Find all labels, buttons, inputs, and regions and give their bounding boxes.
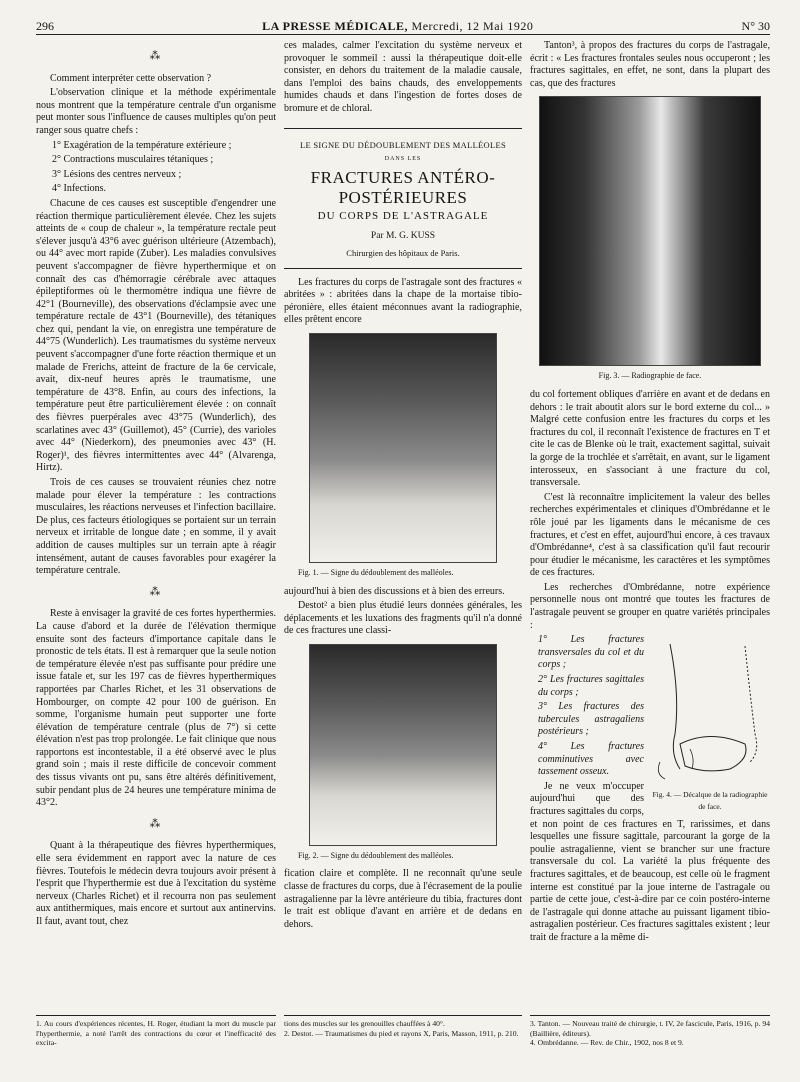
article-title-block	[284, 128, 522, 269]
list-item-text: 1° Les fractures transversales du col et du corps ;	[538, 634, 644, 671]
list-item-text: 4° Les fractures comminutives avec tassement osseux.	[538, 741, 644, 778]
paragraph: Trois de ces causes se trouvaient réunies chez notre malade pour élever la température : les contractions musculaires, les réactions nerveuses et l'infection bacillaire. De plus, ces facteurs étiologiques se portaient sur un terrain nerveux et irritable de longue date ; en somme, il y avait addition de causes multiples sur un terrain apte à réagir intensément, autant de causes favorables pour exagérer la température centrale.	[36, 477, 276, 577]
figure-4-tracing-drawing	[650, 634, 770, 784]
list-item-text: 2° Les fractures sagittales du corps ;	[538, 674, 644, 698]
journal-title	[262, 19, 533, 34]
list-item: 3° Lésions des centres nerveux ;	[52, 168, 182, 180]
issue-date: Mercredi, 12 Mai 1920	[411, 19, 534, 33]
paragraph: Comment interpréter cette observation ?	[50, 72, 212, 84]
paragraph: Les fractures du corps de l'astragale sont des fractures « abritées » : abritées dans la chape de la mortaise tibio-péronière, elles étaient méconnues avant la radiographie, elles prêtent encore	[284, 276, 522, 326]
paragraph: fication claire et complète. Il ne reconnaît qu'une seule classe de fractures du corps, due à l'écrasement de la poulie astragalienne par la lèvre antérieure du tibia, fractures dont le trait est oblique d'avant en arrière et de dedans en dehors.	[284, 868, 522, 930]
figure-1-foot-photo	[309, 333, 497, 563]
figure-4-caption: Fig. 4. — Décalque de la radiographie de face.	[652, 789, 768, 812]
footnote-col3	[530, 1015, 770, 1048]
figure-3-radiograph	[539, 96, 761, 366]
footnote-4: 4. Ombrédanne. — Rev. de Chir., 1902, nos 8 et 9.	[530, 1038, 684, 1047]
paragraph: Tanton³, à propos des fractures du corps de l'astragale, écrit : « Les fractures frontales seules nous occuperont ; les fractures sagittales, en effet, ne sont, dans la plupart des cas, que des fractures	[530, 40, 770, 89]
list-item: 2° Contractions musculaires tétaniques ;	[52, 154, 214, 166]
paragraph: aujourd'hui à bien des discussions et à bien des erreurs.	[284, 585, 505, 597]
column-1	[36, 42, 276, 1012]
paragraph: Destot² a bien plus étudié leurs données générales, les déplacements et les luxations des fragments qu'il n'a donné de ces fractures une classi-	[284, 600, 522, 637]
section-separator: ⁂	[149, 817, 163, 830]
footnote-2: 2. Destot. — Traumatismes du pied et rayons X, Paris, Masson, 1911, p. 210.	[284, 1028, 519, 1038]
figure-2-caption: Fig. 2. — Signe du dédoublement des malléoles.	[298, 850, 454, 860]
paragraph: C'est là reconnaître implicitement la valeur des belles recherches expérimentales et cliniques d'Ombrédanne et le rôle joué par les ligaments dans le mécanisme de ces fractures, et c'est en effet, aujourd'hui encore, à ces travaux d'Ombrédanne⁴, c'est à sa classification qu'il faut recourir pour étudier le mécanisme, les caractères et les symptômes de ces fractures.	[530, 491, 770, 579]
paragraph: Reste à envisager la gravité de ces fortes hyperthermies. La cause d'abord et la durée de l'élévation thermique ensuite sont des facteurs d'importance capitale dans le pronostic de tels états. Il est à remarquer que la seule notion de température élevée n'est pas suffisante pour prédire une issue fatale et, sur les 197 cas de fièvres hyperthermiques rapportées par Charles Richet, et les 31 observations de Hombourger, on compte 42 pour 100 de guérison. En somme, l'organisme humain peut supporter une forte élévation de température centrale (plus de 7°) si cette élévation n'est pas trop prolongée. Le fait clinique que nous rapportons est incontestable, il a été observé avec le plus grand soin ; mais il reste difficile de concevoir comment des tissus vivants ont pu, sans être altérés définitivement, subir pendant plus de 24 heures une température minima de 43°2.	[36, 608, 276, 809]
journal-name: LA PRESSE MÉDICALE,	[262, 19, 409, 33]
causes-list	[36, 140, 276, 196]
section-separator: ⁂	[149, 585, 163, 598]
figure-3-caption: Fig. 3. — Radiographie de face.	[598, 371, 702, 381]
issue-number: N° 30	[741, 19, 770, 33]
footnote-1: 1. Au cours d'expériences récentes, H. Roger, étudiant la mort du muscle par l'hyperthermie, a noté l'arrêt des contractions du cœur et l'inefficacité des excita-	[36, 1019, 276, 1047]
article-subtitle: DU CORPS DE L'ASTRAGALE	[317, 209, 489, 222]
paragraph: Je ne veux m'occuper aujourd'hui que des fractures sagittales du corps, et non point de ces fractures en T, rarissimes, et dans lesquelles une fissure sagittale, parcourant la gorge de la poulie astragalienne, vient se brancher sur une fracture transversale du col. La variété la plus fréquente des fractures sagittales, et de beaucoup, est celle où le fragment interne est constitué par la joue interne de l'astragale ou partie de cette joue, c'est-à-dire par ce coin postéro-interne de l'astragale qui donne attache au puissant ligament tibio-astragalien postérieur. Ces fractures sagittales existent ; leur trait de fracture a la même di-	[530, 780, 770, 943]
paragraph: Les recherches d'Ombrédanne, notre expérience personnelle nous ont montré que toutes les fractures de l'astragale peuvent se grouper en quatre variétés principales :	[530, 581, 770, 631]
paragraph: du col fortement obliques d'arrière en avant et de dedans en dehors : le trait aboutit alors sur le bord externe du col... » Malgré cette confusion entre les fractures du corps et les fractures du col, il reconnaît l'existence de fractures en T et cite le cas de Blenke où le trait, exactement sagittal, suivait la gorge de la trochlée et s'arrêtait, en avant, sur le ligament interosseux, en s'associant à une fracture du col, transversale.	[530, 388, 770, 489]
column-3	[530, 40, 770, 1015]
paragraph: Quant à la thérapeutique des fièvres hyperthermiques, elle sera évidemment en rapport avec la nature de ces fièvres. Toutefois le médecin devra toujours avoir présent à l'esprit que l'hyperthermie est due à l'excitation du système nerveux (Charles Richet) et il recourra non pas seulement aux antithermiques, mais encore et surtout aux antinervins. Il faut, avant tout, chez	[36, 840, 276, 927]
footnote-col2	[284, 1015, 522, 1038]
figure-2-foot-photo	[309, 644, 497, 846]
section-separator: ⁂	[149, 50, 163, 62]
list-item: 1° Exagération de la température extérieure ;	[52, 139, 232, 151]
footnote-3: 3. Tanton. — Nouveau traité de chirurgie, t. IV, 2e fascicule, Paris, 1916, p. 94 (Baillière, éditeurs).	[530, 1019, 770, 1038]
article-pretitle: LE SIGNE DU DÉDOUBLEMENT DES MALLÉOLES	[299, 139, 507, 150]
article-title: FRACTURES ANTÉRO-POSTÉRIEURES	[310, 167, 496, 207]
column-2	[284, 40, 522, 1015]
page-number: 296	[36, 19, 54, 33]
article-title-connector: DANS LES	[384, 156, 422, 163]
article-author: Par M. G. KUSS	[370, 231, 436, 242]
paragraph: ces malades, calmer l'excitation du système nerveux et provoquer le sommeil : aussi la thérapeutique doit-elle consister, en dehors du traitement de la maladie causale, dans l'emploi des bains chauds, des enveloppements humides chauds et dans l'ingestion de fortes doses de bromure et de chloral.	[284, 40, 522, 114]
list-item: 4° Infections.	[52, 183, 106, 195]
list-item-text: 3° Les fractures des tubercules astragaliens postérieurs ;	[538, 701, 644, 738]
footnote-col1	[36, 1015, 276, 1048]
paragraph: Chacune de ces causes est susceptible d'engendrer une réaction thermique particulièrement élevée. Chez les sujets atteints de « coup de chaleur », la température rectale peut s'élever jusqu'à 43°6 avec guérison ultérieure (Atzembach), ou 44° avec mort rapide (Zuber). Les maladies convulsives peuvent s'accompagner de fièvre hyperthermique et on connaît des cas d'hémorragie cérébrale avec attaques épileptiformes où le thermomètre indiqua une fièvre de 42°1 (Bourneville), des observations d'éclampsie avec une température rectale de 43°1 (Bourneville), des tétaniques chez qui, pendant la vie, on enregistra une température de 44°75 (Wunderlich). Les traumatismes du système nerveux peuvent s'accompagner d'une forte réaction thermique et un malade de Frerichs, atteint de fracture de la 6e cervicale, avait, dix-neuf heures après le traumatisme, une température de 43°8. Enfin, au cours des infections, la température peut être particulièrement élevée : on connaît des fièvres puerpérales avec 43°75 (Wunderlich), des scarlatines avec 43° (Guillemot), 45° (Currie), des varioles avec 44° (Niederkorn), des pneumonies avec 43° (H. Roger)¹, des fièvres intermittentes avec 44° (Alvarenga, Hirtz).	[36, 197, 276, 474]
paragraph: L'observation clinique et la méthode expérimentale nous montrent que la température centrale d'un organisme peut monter sous l'influence de causes multiples qu'on peut ranger sous quatre chefs :	[36, 87, 276, 136]
figure-1-caption: Fig. 1. — Signe du dédoublement des malléoles.	[298, 567, 454, 577]
footnote-1-continued: tions des muscles sur les grenouilles chauffées à 40°.	[284, 1019, 445, 1028]
figure-4	[650, 634, 770, 812]
page-header	[36, 14, 770, 35]
author-role: Chirurgien des hôpitaux de Paris.	[346, 247, 460, 258]
